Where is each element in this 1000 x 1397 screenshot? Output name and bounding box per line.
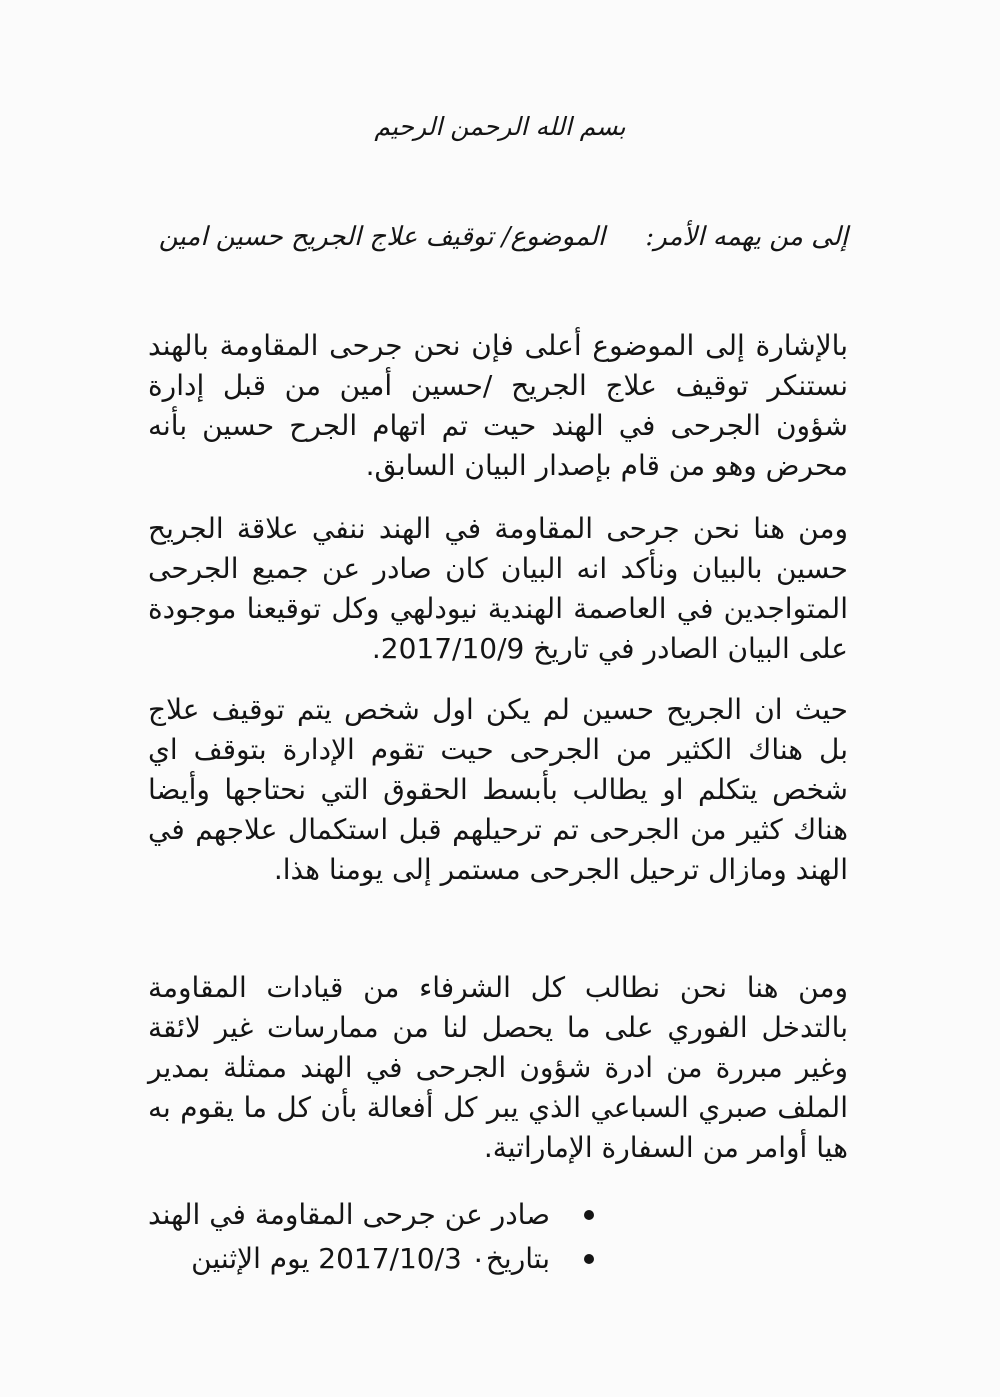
date-text: بتاريخ٠ 2017/10/3 يوم الإثنين <box>191 1242 550 1275</box>
basmala-heading: بسم الله الرحمن الرحيم <box>374 112 626 141</box>
list-item <box>148 1193 550 1237</box>
paragraph-intro: بالإشارة إلى الموضوع أعلى فإن نحن جرحى المقاومة بالهند نستنكر توقيف علاج الجريح /حسين أمين من قبل إدارة شؤون الجرحى في الهند حيت تم اتهام الجرح حسين بأنه محرض وهو من قام بإصدار البيان السابق. <box>148 329 848 482</box>
subject-line: الموضوع/ توقيف علاج الجريح حسين امين <box>158 222 606 252</box>
letter-header <box>159 222 848 252</box>
paragraph-context: حيث ان الجريح حسين لم يكن اول شخص يتم توقيف علاج بل هناك الكثير من الجرحى حيت تقوم الإدارة بتوقف اي شخص يتكلم او يطالب بأبسط الحقوق التي نحتاجها وأيضا هناك كثير من الجرحى تم ترحيلهم قبل استكمال علاجهم في الهند ومازال ترحيل الجرحى مستمر إلى يومنا هذا. <box>148 693 848 886</box>
paragraph-demand: ومن هنا نحن نطالب كل الشرفاء من قيادات المقاومة بالتدخل الفوري على ما يحصل لنا من ممارسات غير لائقة وغير مبررة من ادرة شؤون الجرحى في الهند ممثلة بمدير الملف صبري السباعي الذي يبر كل أفعالة بأن كل ما يقوم به هيا أوامر من السفارة الإماراتية. <box>148 971 848 1164</box>
list-item <box>148 1237 550 1281</box>
paragraph-denial: ومن هنا نحن جرحى المقاومة في الهند ننفي علاقة الجريح حسين بالبيان ونأكد انه البيان كان صادر عن جميع الجرحى المتواجدين في العاصمة الهندية نيودلهي وكل توقيعنا موجودة على البيان الصادر في تاريخ 2017/10/9. <box>148 512 848 665</box>
bullet-icon <box>584 1210 594 1220</box>
addressee: إلى من يهمه الأمر: <box>645 222 848 252</box>
bullet-icon <box>584 1254 594 1264</box>
issuer-text: صادر عن جرحى المقاومة في الهند <box>147 1198 550 1231</box>
signature-list <box>148 1193 550 1281</box>
